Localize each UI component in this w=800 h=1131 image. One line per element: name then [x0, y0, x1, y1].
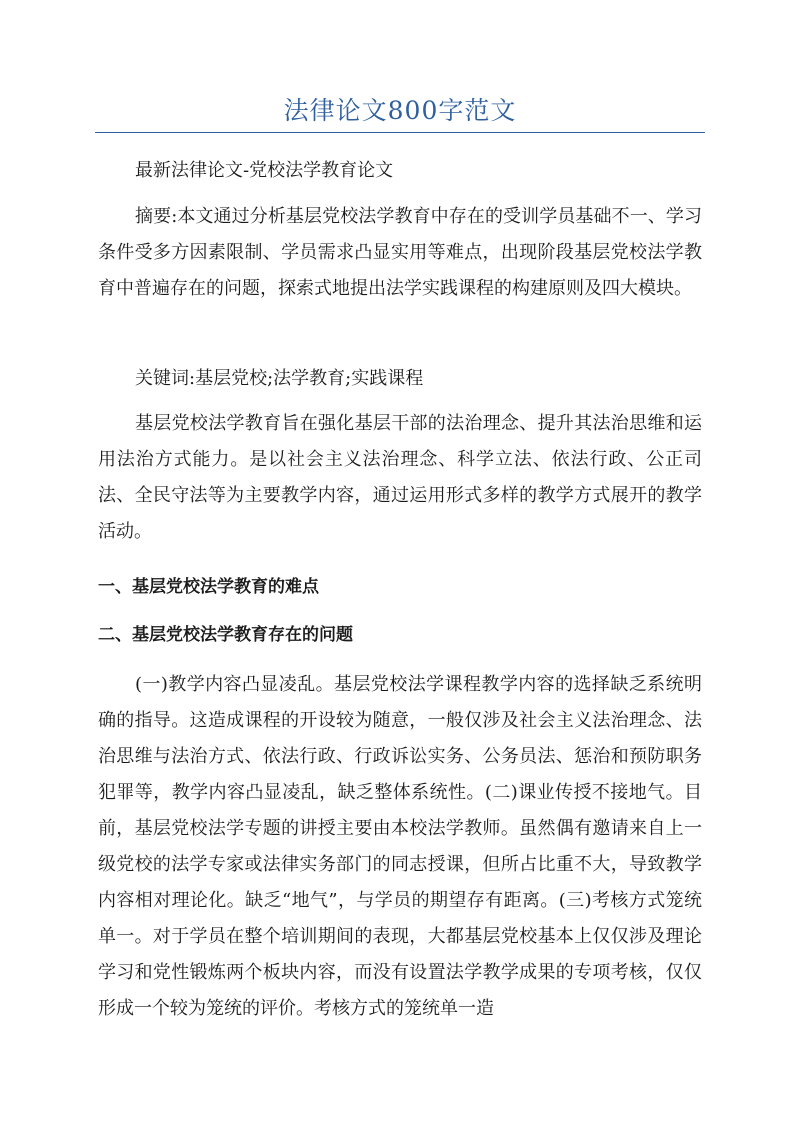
section-1-heading: 一、基层党校法学教育的难点: [98, 577, 319, 597]
document-title: 法律论文800字范文: [283, 96, 517, 125]
keywords-paragraph: 关键词:基层党校;法学教育;实践课程: [135, 368, 424, 389]
intro-paragraph: 基层党校法学教育旨在强化基层干部的法治理念、提升其法治思维和运用法治方式能力。是以社会主义法治理念、科学立法、依法行政、公正司法、全民守法等为主要教学内容，通过运用形式多样的教学方式展开的教学活动。: [98, 413, 702, 542]
document-subtitle: 最新法律论文-党校法学教育论文: [135, 160, 394, 181]
title-underline: [95, 132, 705, 133]
section-2-heading: 二、基层党校法学教育存在的问题: [98, 625, 353, 645]
abstract-paragraph: 摘要:本文通过分析基层党校法学教育中存在的受训学员基础不一、学习条件受多方因素限制、学员需求凸显实用等难点，出现阶段基层党校法学教育中普遍存在的问题，探索式地提出法学实践课程的构建原则及四大模块。: [98, 206, 702, 299]
section-2-body: (一)教学内容凸显凌乱。基层党校法学课程教学内容的选择缺乏系统明确的指导。这造成课程的开设较为随意，一般仅涉及社会主义法治理念、法治思维与法治方式、依法行政、行政诉讼实务、公务员法、惩治和预防职务犯罪等，教学内容凸显凌乱，缺乏整体系统性。(二)课业传授不接地气。目前，基层党校法学专题的讲授主要由本校法学教师。虽然偶有邀请来自上一级党校的法学专家或法律实务部门的同志授课，但所占比重不大，导致教学内容相对理论化。缺乏“地气”，与学员的期望存有距离。(三)考核方式笼统单一。对于学员在整个培训期间的表现，大都基层党校基本上仅仅涉及理论学习和党性锻炼两个板块内容，而没有设置法学教学成果的专项考核，仅仅形成一个较为笼统的评价。考核方式的笼统单一造: [98, 674, 702, 1019]
